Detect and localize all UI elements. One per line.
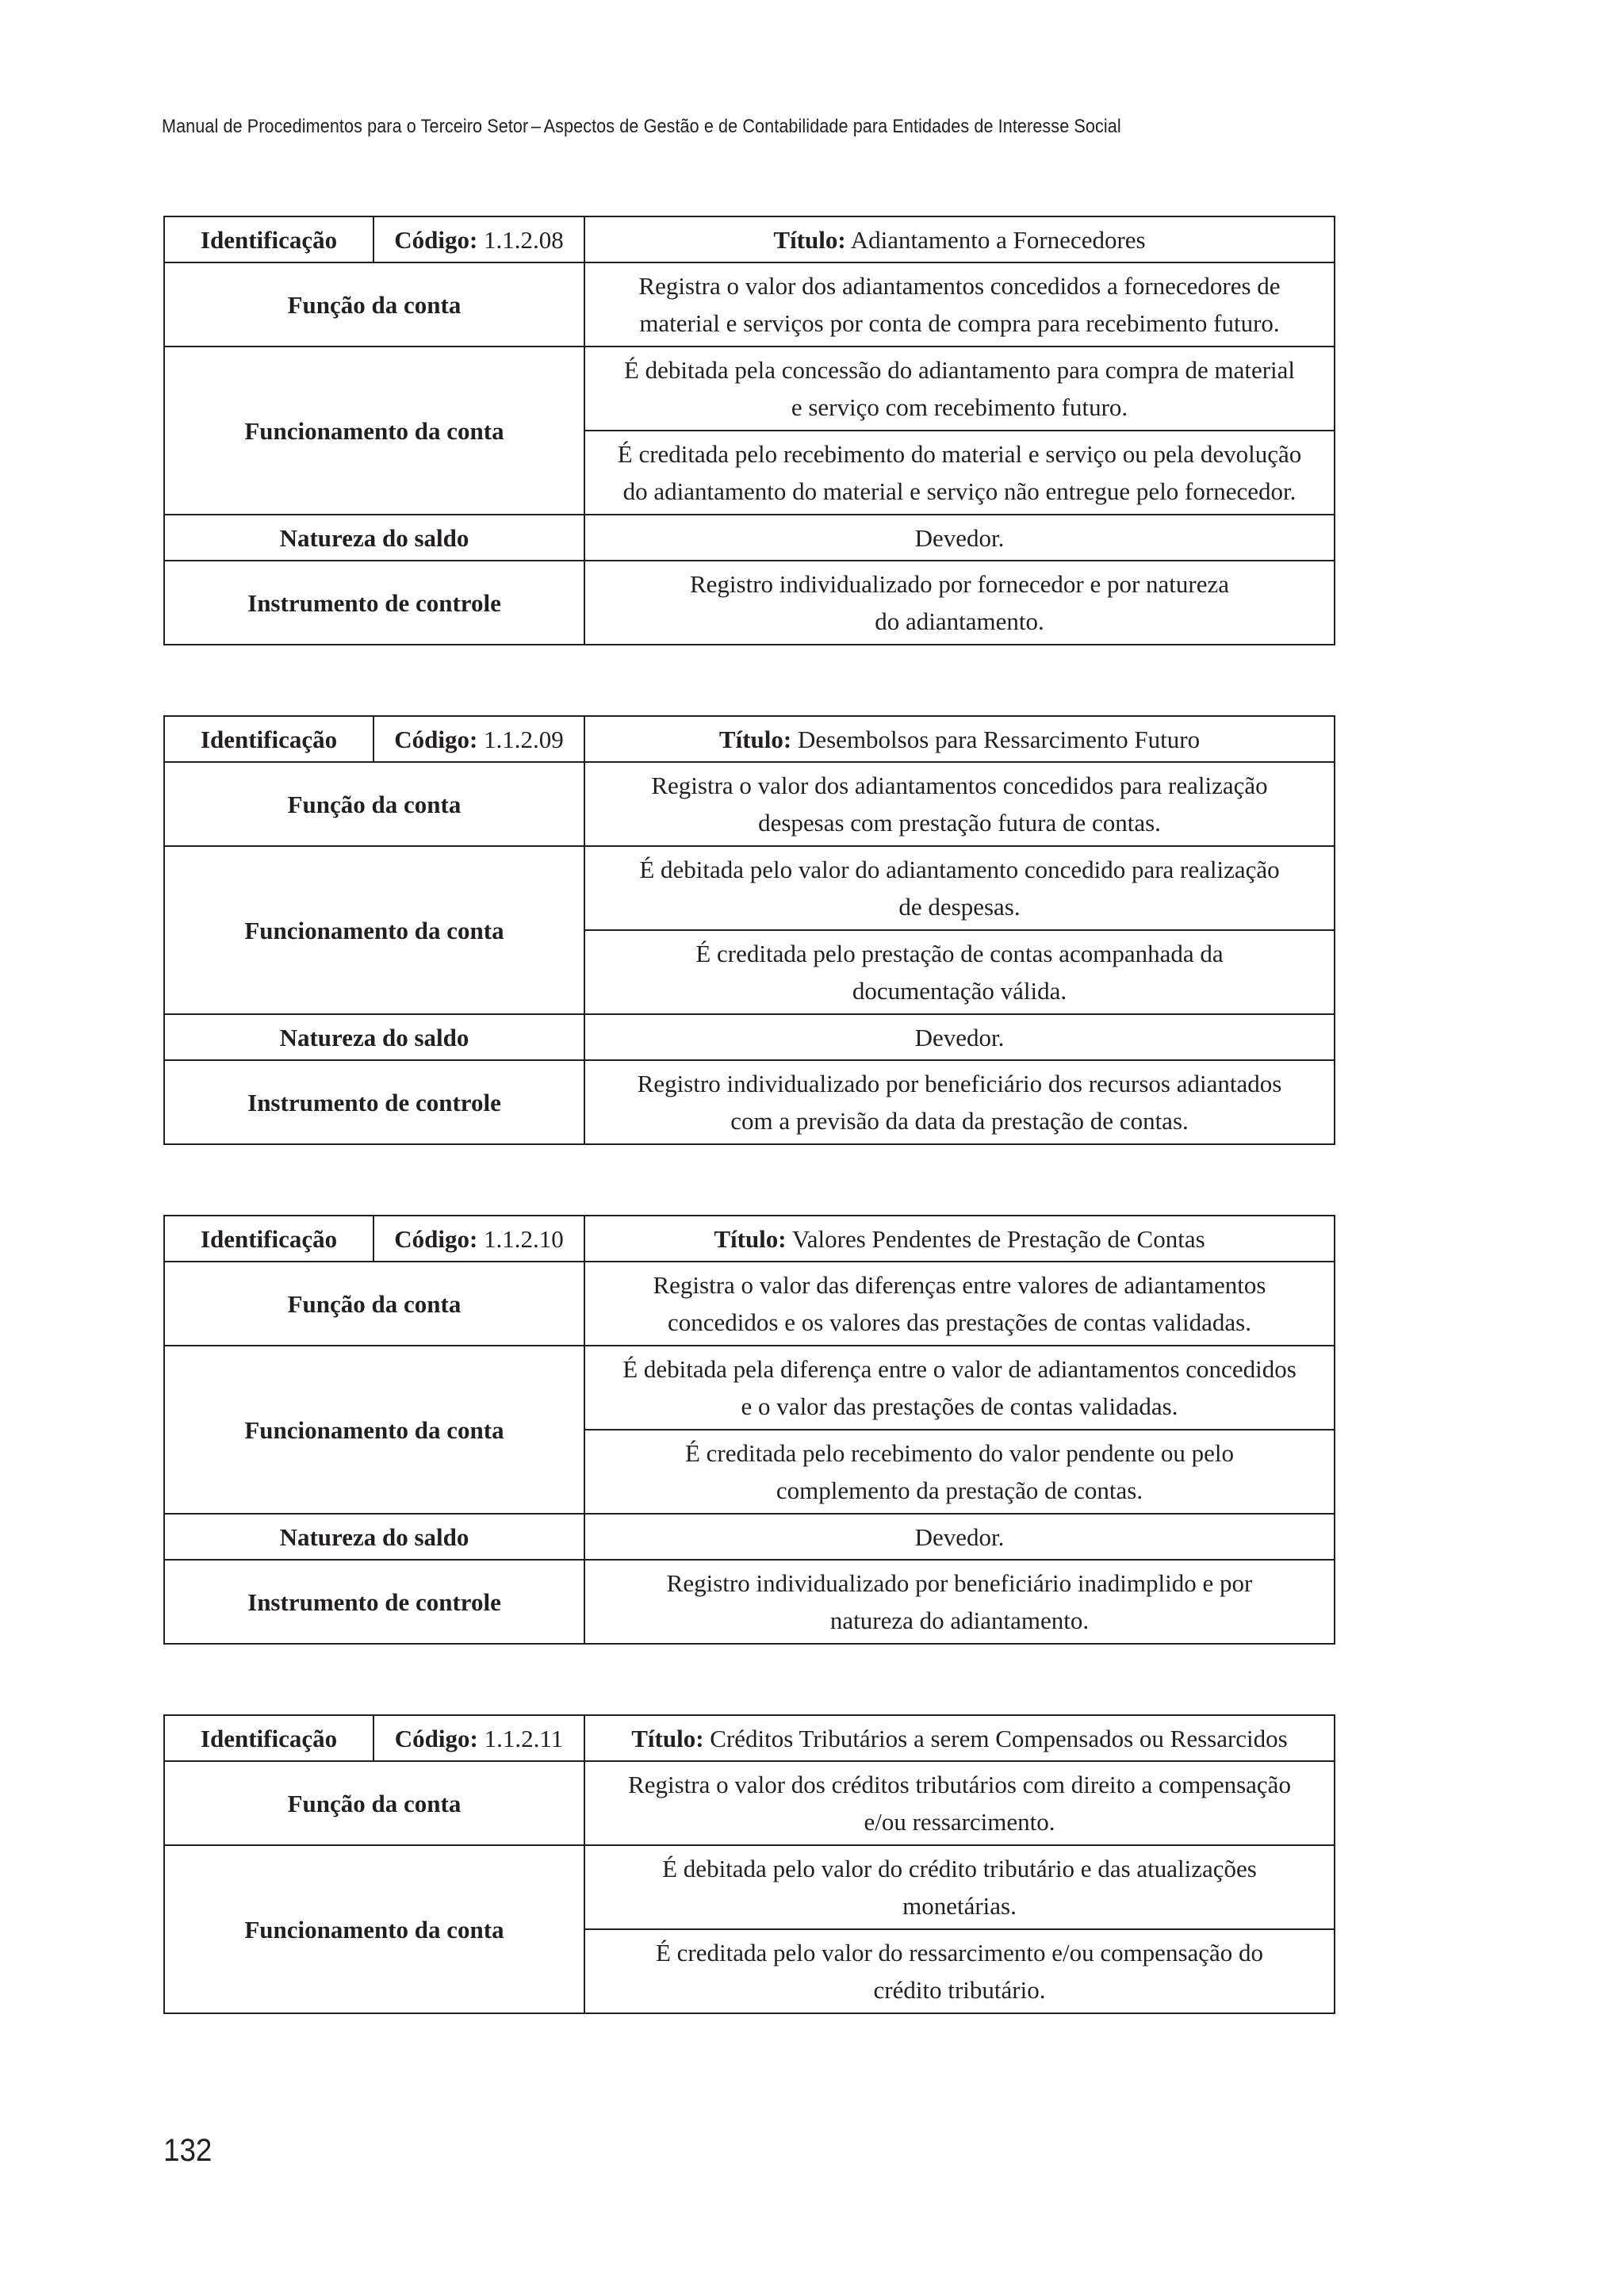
funcao-text: [584, 262, 1335, 347]
account-table-1-1-2-10: [163, 1215, 1335, 1645]
text-line: material e serviços por conta de compra para recebimento futuro.: [639, 309, 1280, 337]
funcao-label: Função da conta: [164, 1262, 584, 1346]
instrumento-text: [584, 561, 1335, 645]
natureza-row: [164, 1014, 1335, 1060]
text-line: concedidos e os valores das prestações de contas validadas.: [668, 1308, 1251, 1336]
account-table-1-1-2-08: [163, 216, 1335, 645]
titulo-value: Valores Pendentes de Prestação de Contas: [791, 1224, 1205, 1253]
codigo-label: Código:: [394, 725, 478, 753]
text-line: É creditada pelo prestação de contas acompanhada da: [695, 940, 1224, 967]
credito-text: [584, 1929, 1335, 2013]
natureza-row: [164, 1514, 1335, 1560]
text-line: do adiantamento.: [875, 607, 1044, 635]
identificacao-label: Identificação: [164, 716, 373, 762]
codigo-label: Código:: [394, 1224, 478, 1253]
titulo-label: Título:: [718, 725, 792, 753]
titulo-value: Créditos Tributários a serem Compensados ou Ressarcidos: [710, 1724, 1288, 1752]
identificacao-label: Identificação: [164, 216, 373, 262]
debito-text: [584, 846, 1335, 930]
funcionamento-label: Funcionamento da conta: [164, 1845, 584, 2013]
funcionamento-label: Funcionamento da conta: [164, 347, 584, 515]
text-line: Registro individualizado por beneficiário inadimplido e por: [666, 1569, 1253, 1597]
funcionamento-debito-row: [164, 1346, 1335, 1430]
titulo-label: Título:: [773, 225, 846, 254]
instrumento-text: [584, 1560, 1335, 1644]
instrumento-text: [584, 1060, 1335, 1144]
text-line: natureza do adiantamento.: [829, 1607, 1090, 1634]
funcao-label: Função da conta: [164, 762, 584, 846]
funcao-text: [584, 1761, 1335, 1845]
text-line: com a previsão da data da prestação de contas.: [730, 1107, 1189, 1135]
identification-row: [164, 1216, 1335, 1262]
text-line: Registra o valor dos adiantamentos concedidos para realização: [651, 772, 1268, 799]
funcao-label: Função da conta: [164, 1761, 584, 1845]
instrumento-label: Instrumento de controle: [164, 1560, 584, 1644]
account-table-1-1-2-09: [163, 715, 1335, 1145]
funcao-text: [584, 762, 1335, 846]
running-header-separator: –: [530, 116, 542, 137]
debito-text: [584, 347, 1335, 431]
codigo-value: 1.1.2.10: [484, 1224, 564, 1253]
codigo-cell: [373, 216, 584, 262]
natureza-label: Natureza do saldo: [164, 1014, 584, 1060]
text-line: Registra o valor dos adiantamentos concedidos a fornecedores de: [638, 272, 1281, 300]
running-header-title: Manual de Procedimentos para o Terceiro Setor: [162, 116, 529, 137]
credito-text: [584, 1430, 1335, 1514]
codigo-cell: [373, 716, 584, 762]
text-line: Registra o valor dos créditos tributários com direito a compensação: [628, 1771, 1291, 1798]
identification-row: [164, 1715, 1335, 1761]
page-number: 132: [163, 2133, 213, 2168]
natureza-label: Natureza do saldo: [164, 515, 584, 561]
codigo-value: 1.1.2.09: [484, 725, 564, 753]
debito-text: [584, 1845, 1335, 1929]
account-table-1-1-2-11: [163, 1714, 1335, 2014]
text-line: monetárias.: [902, 1892, 1017, 1920]
titulo-value: Adiantamento a Fornecedores: [850, 225, 1146, 254]
codigo-value: 1.1.2.08: [484, 225, 564, 254]
text-line: Registra o valor das diferenças entre valores de adiantamentos: [653, 1271, 1266, 1299]
codigo-value: 1.1.2.11: [484, 1724, 564, 1752]
text-line: É debitada pelo valor do adiantamento concedido para realização: [639, 856, 1280, 883]
credito-text: [584, 431, 1335, 515]
natureza-value: Devedor.: [584, 1014, 1335, 1060]
text-line: de despesas.: [898, 893, 1021, 921]
codigo-cell: [373, 1715, 584, 1761]
funcao-row: [164, 1761, 1335, 1845]
titulo-cell: [584, 1715, 1335, 1761]
titulo-cell: [584, 216, 1335, 262]
codigo-cell: [373, 1216, 584, 1262]
text-line: e/ou ressarcimento.: [864, 1808, 1055, 1836]
funcionamento-label: Funcionamento da conta: [164, 1346, 584, 1514]
identificacao-label: Identificação: [164, 1715, 373, 1761]
funcao-text: [584, 1262, 1335, 1346]
running-header: [162, 116, 1121, 138]
text-line: documentação válida.: [852, 977, 1067, 1005]
instrumento-row: [164, 1560, 1335, 1644]
natureza-row: [164, 515, 1335, 561]
titulo-cell: [584, 716, 1335, 762]
credito-text: [584, 930, 1335, 1014]
text-line: e serviço com recebimento futuro.: [791, 393, 1128, 421]
funcionamento-debito-row: [164, 846, 1335, 930]
titulo-label: Título:: [631, 1724, 704, 1752]
titulo-label: Título:: [714, 1224, 787, 1253]
natureza-value: Devedor.: [584, 515, 1335, 561]
instrumento-label: Instrumento de controle: [164, 1060, 584, 1144]
identificacao-label: Identificação: [164, 1216, 373, 1262]
titulo-value: Desembolsos para Ressarcimento Futuro: [797, 725, 1201, 753]
natureza-label: Natureza do saldo: [164, 1514, 584, 1560]
text-line: e o valor das prestações de contas validadas.: [741, 1392, 1178, 1420]
identification-row: [164, 216, 1335, 262]
instrumento-label: Instrumento de controle: [164, 561, 584, 645]
text-line: É creditada pelo recebimento do valor pendente ou pelo: [684, 1439, 1235, 1467]
natureza-value: Devedor.: [584, 1514, 1335, 1560]
text-line: despesas com prestação futura de contas.: [758, 809, 1161, 837]
text-line: do adiantamento do material e serviço não entregue pelo fornecedor.: [622, 477, 1297, 505]
text-line: É debitada pela concessão do adiantamento para compra de material: [623, 356, 1296, 384]
identification-row: [164, 716, 1335, 762]
funcionamento-label: Funcionamento da conta: [164, 846, 584, 1014]
text-line: crédito tributário.: [873, 1976, 1046, 2004]
debito-text: [584, 1346, 1335, 1430]
funcao-row: [164, 762, 1335, 846]
instrumento-row: [164, 1060, 1335, 1144]
text-line: complemento da prestação de contas.: [776, 1476, 1143, 1504]
funcao-row: [164, 1262, 1335, 1346]
text-line: Registro individualizado por fornecedor e por natureza: [689, 570, 1230, 598]
running-header-subtitle: Aspectos de Gestão e de Contabilidade para Entidades de Interesse Social: [543, 116, 1121, 137]
text-line: Registro individualizado por beneficiário dos recursos adiantados: [637, 1070, 1282, 1097]
text-line: É debitada pelo valor do crédito tributário e das atualizações: [662, 1855, 1257, 1882]
text-line: É creditada pelo valor do ressarcimento e/ou compensação do: [655, 1939, 1264, 1967]
codigo-label: Código:: [394, 225, 478, 254]
funcao-row: [164, 262, 1335, 347]
codigo-label: Código:: [394, 1724, 478, 1752]
funcao-label: Função da conta: [164, 262, 584, 347]
instrumento-row: [164, 561, 1335, 645]
titulo-cell: [584, 1216, 1335, 1262]
funcionamento-debito-row: [164, 1845, 1335, 1929]
text-line: É debitada pela diferença entre o valor de adiantamentos concedidos: [622, 1355, 1297, 1383]
funcionamento-debito-row: [164, 347, 1335, 431]
text-line: É creditada pelo recebimento do material e serviço ou pela devolução: [617, 440, 1302, 468]
